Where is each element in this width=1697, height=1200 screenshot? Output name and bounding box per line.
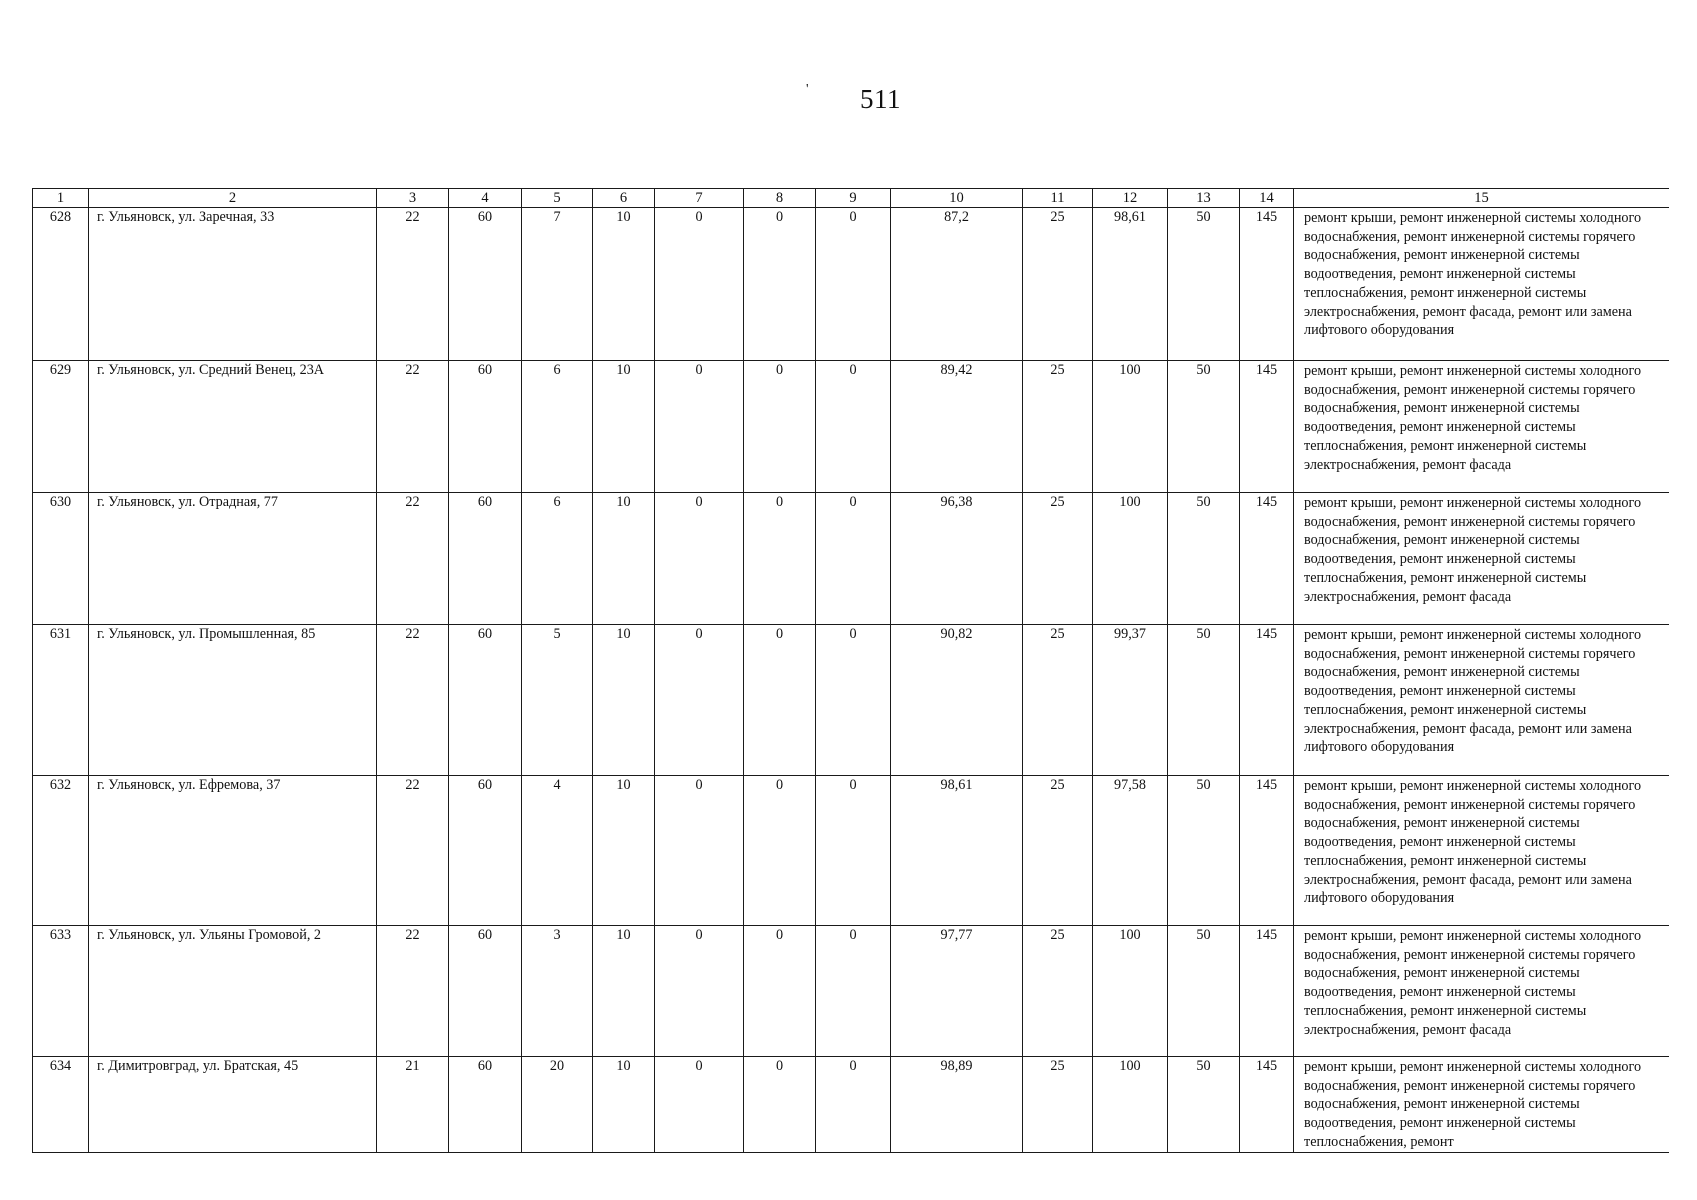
works-cell: ремонт крыши, ремонт инженерной системы холодного водоснабжения, ремонт инженерной системы горячего водоснабжения, ремонт инженерной системы водоотведения, ремонт инженерной системы теплоснабжения, ремонт инженерной системы электроснабжения, ремонт фасада, ремонт или замена лифтового оборудования [1294, 776, 1670, 926]
works-cell: ремонт крыши, ремонт инженерной системы холодного водоснабжения, ремонт инженерной системы горячего водоснабжения, ремонт инженерной системы водоотведения, ремонт инженерной системы теплоснабжения, ремонт инженерной системы электроснабжения, ремонт фасада, ремонт или замена лифтового оборудования [1294, 625, 1670, 776]
value-cell: 10 [593, 208, 655, 361]
row-number: 634 [33, 1057, 89, 1153]
row-number: 632 [33, 776, 89, 926]
value-cell: 10 [593, 625, 655, 776]
value-cell: 22 [377, 361, 449, 493]
table-row [33, 625, 1670, 776]
row-number: 633 [33, 926, 89, 1057]
value-cell: 99,37 [1093, 625, 1168, 776]
works-cell: ремонт крыши, ремонт инженерной системы холодного водоснабжения, ремонт инженерной системы горячего водоснабжения, ремонт инженерной системы водоотведения, ремонт инженерной системы теплоснабжения, ремонт инженерной системы электроснабжения, ремонт фасада [1294, 926, 1670, 1057]
value-cell: 145 [1240, 208, 1294, 361]
value-cell: 0 [744, 625, 816, 776]
value-cell: 22 [377, 776, 449, 926]
table-row [33, 208, 1670, 361]
value-cell: 22 [377, 493, 449, 625]
header-col-14: 14 [1240, 189, 1294, 208]
table-row [33, 926, 1670, 1057]
works-cell: ремонт крыши, ремонт инженерной системы холодного водоснабжения, ремонт инженерной системы горячего водоснабжения, ремонт инженерной системы водоотведения, ремонт инженерной системы теплоснабжения, ремонт инженерной системы электроснабжения, ремонт фасада [1294, 493, 1670, 625]
header-col-5: 5 [522, 189, 593, 208]
header-col-1: 1 [33, 189, 89, 208]
address-cell: г. Ульяновск, ул. Промышленная, 85 [89, 625, 377, 776]
value-cell: 0 [744, 776, 816, 926]
value-cell: 50 [1168, 776, 1240, 926]
header-row [33, 189, 1670, 208]
value-cell: 21 [377, 1057, 449, 1153]
value-cell: 100 [1093, 1057, 1168, 1153]
address-cell: г. Ульяновск, ул. Средний Венец, 23А [89, 361, 377, 493]
value-cell: 0 [655, 926, 744, 1057]
header-col-6: 6 [593, 189, 655, 208]
value-cell: 145 [1240, 361, 1294, 493]
address-cell: г. Ульяновск, ул. Ульяны Громовой, 2 [89, 926, 377, 1057]
value-cell: 50 [1168, 493, 1240, 625]
works-cell: ремонт крыши, ремонт инженерной системы холодного водоснабжения, ремонт инженерной системы горячего водоснабжения, ремонт инженерной системы водоотведения, ремонт инженерной системы теплоснабжения, ремонт [1294, 1057, 1670, 1153]
value-cell: 60 [449, 208, 522, 361]
value-cell: 25 [1023, 1057, 1093, 1153]
value-cell: 60 [449, 1057, 522, 1153]
value-cell: 100 [1093, 493, 1168, 625]
address-cell: г. Ульяновск, ул. Отрадная, 77 [89, 493, 377, 625]
header-col-8: 8 [744, 189, 816, 208]
value-cell: 0 [744, 208, 816, 361]
value-cell: 10 [593, 1057, 655, 1153]
value-cell: 89,42 [891, 361, 1023, 493]
value-cell: 10 [593, 493, 655, 625]
header-col-15: 15 [1294, 189, 1670, 208]
value-cell: 10 [593, 776, 655, 926]
value-cell: 60 [449, 776, 522, 926]
value-cell: 145 [1240, 1057, 1294, 1153]
value-cell: 98,61 [1093, 208, 1168, 361]
value-cell: 0 [816, 926, 891, 1057]
value-cell: 50 [1168, 625, 1240, 776]
value-cell: 145 [1240, 625, 1294, 776]
value-cell: 87,2 [891, 208, 1023, 361]
value-cell: 0 [816, 776, 891, 926]
value-cell: 100 [1093, 361, 1168, 493]
header-col-7: 7 [655, 189, 744, 208]
table-row [33, 361, 1670, 493]
value-cell: 0 [744, 361, 816, 493]
value-cell: 0 [744, 926, 816, 1057]
value-cell: 22 [377, 208, 449, 361]
value-cell: 7 [522, 208, 593, 361]
value-cell: 60 [449, 493, 522, 625]
value-cell: 0 [655, 493, 744, 625]
value-cell: 22 [377, 625, 449, 776]
value-cell: 20 [522, 1057, 593, 1153]
value-cell: 145 [1240, 776, 1294, 926]
header-col-3: 3 [377, 189, 449, 208]
header-col-2: 2 [89, 189, 377, 208]
value-cell: 50 [1168, 208, 1240, 361]
header-col-11: 11 [1023, 189, 1093, 208]
value-cell: 10 [593, 926, 655, 1057]
value-cell: 50 [1168, 361, 1240, 493]
value-cell: 50 [1168, 1057, 1240, 1153]
value-cell: 60 [449, 625, 522, 776]
value-cell: 0 [816, 361, 891, 493]
works-cell: ремонт крыши, ремонт инженерной системы холодного водоснабжения, ремонт инженерной системы горячего водоснабжения, ремонт инженерной системы водоотведения, ремонт инженерной системы теплоснабжения, ремонт инженерной системы электроснабжения, ремонт фасада [1294, 361, 1670, 493]
value-cell: 97,58 [1093, 776, 1168, 926]
value-cell: 3 [522, 926, 593, 1057]
value-cell: 10 [593, 361, 655, 493]
value-cell: 145 [1240, 926, 1294, 1057]
works-cell: ремонт крыши, ремонт инженерной системы холодного водоснабжения, ремонт инженерной системы горячего водоснабжения, ремонт инженерной системы водоотведения, ремонт инженерной системы теплоснабжения, ремонт инженерной системы электроснабжения, ремонт фасада, ремонт или замена лифтового оборудования [1294, 208, 1670, 361]
value-cell: 25 [1023, 926, 1093, 1057]
row-number: 631 [33, 625, 89, 776]
value-cell: 0 [744, 493, 816, 625]
value-cell: 0 [816, 625, 891, 776]
value-cell: 25 [1023, 208, 1093, 361]
value-cell: 0 [655, 361, 744, 493]
value-cell: 145 [1240, 493, 1294, 625]
value-cell: 22 [377, 926, 449, 1057]
table-row [33, 493, 1670, 625]
value-cell: 100 [1093, 926, 1168, 1057]
value-cell: 6 [522, 493, 593, 625]
value-cell: 25 [1023, 625, 1093, 776]
value-cell: 6 [522, 361, 593, 493]
value-cell: 5 [522, 625, 593, 776]
value-cell: 98,89 [891, 1057, 1023, 1153]
header-col-4: 4 [449, 189, 522, 208]
value-cell: 0 [655, 625, 744, 776]
value-cell: 25 [1023, 493, 1093, 625]
value-cell: 60 [449, 926, 522, 1057]
value-cell: 0 [655, 1057, 744, 1153]
page-number: 511 [860, 84, 901, 114]
repair-program-table [32, 188, 1669, 1153]
header-col-12: 12 [1093, 189, 1168, 208]
value-cell: 0 [655, 776, 744, 926]
address-cell: г. Ульяновск, ул. Ефремова, 37 [89, 776, 377, 926]
table-row [33, 1057, 1670, 1153]
header-col-10: 10 [891, 189, 1023, 208]
value-cell: 0 [655, 208, 744, 361]
row-number: 630 [33, 493, 89, 625]
value-cell: 25 [1023, 776, 1093, 926]
value-cell: 0 [816, 493, 891, 625]
value-cell: 0 [744, 1057, 816, 1153]
header-col-13: 13 [1168, 189, 1240, 208]
value-cell: 0 [816, 1057, 891, 1153]
value-cell: 98,61 [891, 776, 1023, 926]
value-cell: 25 [1023, 361, 1093, 493]
value-cell: 96,38 [891, 493, 1023, 625]
value-cell: 97,77 [891, 926, 1023, 1057]
table-row [33, 776, 1670, 926]
value-cell: 90,82 [891, 625, 1023, 776]
header-col-9: 9 [816, 189, 891, 208]
row-number: 629 [33, 361, 89, 493]
value-cell: 4 [522, 776, 593, 926]
value-cell: 50 [1168, 926, 1240, 1057]
value-cell: 60 [449, 361, 522, 493]
repair-program-table-container [32, 188, 1669, 1188]
row-number: 628 [33, 208, 89, 361]
address-cell: г. Димитровград, ул. Братская, 45 [89, 1057, 377, 1153]
address-cell: г. Ульяновск, ул. Заречная, 33 [89, 208, 377, 361]
stray-mark: ' [806, 82, 809, 97]
value-cell: 0 [816, 208, 891, 361]
